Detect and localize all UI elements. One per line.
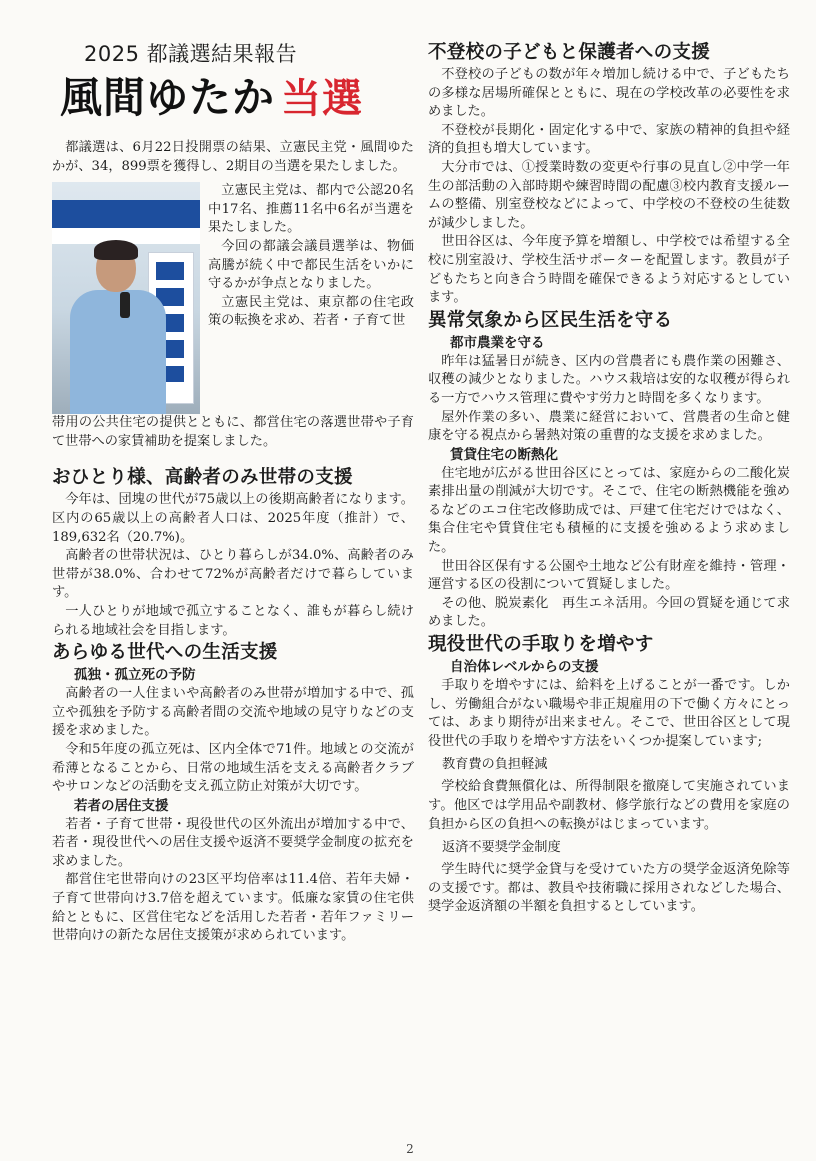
school-paragraph-1: 不登校の子どもの数が年々増加し続ける中で、子どもたちの多様な居場所確保とともに、現在の学校改革の必要性を求めました。 bbox=[428, 67, 790, 120]
school-paragraph-3: 大分市では、①授業時数の変更や行事の見直し②中学一年生の部活動の入部時期や練習時間の配慮③校内教育支援ルームの整備、別室登校などによって、中学校の不登校の生徒数が減少しました。 bbox=[428, 159, 790, 231]
photo-paragraph-3-continued: 帯用の公共住宅の提供とともに、都営住宅の落選世帯や子育て世帯への家賃補助を提案しました。 bbox=[52, 415, 414, 449]
scholarship-paragraph-1: 学生時代に奨学金貸与を受けていた方の奨学金返済免除等の支援です。都は、教員や技術職に採用されなどした場合、奨学金返済額の半額を負担するとしています。 bbox=[428, 862, 790, 915]
elderly-paragraph-1: 今年は、団塊の世代が75歳以上の後期高齢者になります。区内の65歳以上の高齢者人口は、2025年度（推計）で、189,632名（20.7%)。 bbox=[52, 492, 414, 545]
farm-paragraph-2: 屋外作業の多い、農業に経営において、営農者の生命と健康を守る視点から暑熱対策の重曹的な支援を求めました。 bbox=[428, 409, 790, 444]
subheading-insulation: 賃貸住宅の断熱化 bbox=[450, 446, 558, 463]
subheading-scholarship: 返済不要奨学金制度 bbox=[442, 840, 561, 856]
right-column bbox=[428, 40, 790, 917]
youth-paragraph-2: 都営住宅世帯向けの23区平均倍率は11.4倍、若年夫婦・子育て世帯向け3.7倍を超えています。低廉な家賃の住宅供給とともに、区営住宅などを活用した若者・若年ファミリー世帯向けの新たな居住支援策が求められています。 bbox=[52, 872, 414, 944]
photo-side-text bbox=[200, 182, 414, 414]
isolation-paragraph-1: 高齢者の一人住まいや高齢者のみ世帯が増加する中で、孤立や孤独を予防する高齢者間の交流や地域の見守りなどの支援を求めました。 bbox=[52, 686, 414, 739]
subheading-education-cost: 教育費の負担軽減 bbox=[442, 757, 548, 773]
subheading-local-support: 自治体レベルからの支援 bbox=[450, 659, 599, 676]
intro-paragraph: 都議選は、6月22日投開票の結果、立憲民主党・風間ゆたかが、34，899票を獲得し、2期目の当選を果たしました。 bbox=[52, 140, 414, 174]
photo-paragraph-1: 立憲民主党は、都内で公認20名中17名、推薦11名中6名が当選を果たしました。 bbox=[208, 183, 414, 236]
insulation-paragraph-2: 世田谷区保有する公園や土地など公有財産を維持・管理・運営する区の役割について質疑しました。 bbox=[428, 558, 790, 593]
headline-name: 風間ゆたか bbox=[60, 73, 276, 122]
subheading-isolation: 孤独・孤立死の予防 bbox=[74, 667, 196, 684]
insulation-paragraph-3: その他、脱炭素化 再生エネ活用。今回の質疑を通じて求めました。 bbox=[428, 595, 790, 630]
page-number: 2 bbox=[406, 1142, 414, 1156]
youth-paragraph-1: 若者・子育て世帯・現役世代の区外流出が増加する中で、若者・現役世代への居住支援や返済不要奨学金制度の拡充を求めました。 bbox=[52, 816, 414, 869]
education-paragraph-1: 学校給食費無償化は、所得制限を撤廃して実施されています。他区では学用品や副教材、修学旅行などの費用を家庭の負担から区の負担への転換がはじまっています。 bbox=[428, 779, 790, 832]
candidate-photo bbox=[52, 182, 200, 414]
subheading-urban-farming: 都市農業を守る bbox=[450, 334, 545, 351]
section-title-weather: 異常気象から区民生活を守る bbox=[428, 309, 673, 331]
insulation-paragraph-1: 住宅地が広がる世田谷区にとっては、家庭からの二酸化炭素排出量の削減が大切です。そこで、住宅の断熱機能を強めるなどのエコ住宅改修助成では、戸建て住宅だけではなく、集合住宅や賃貸住宅も積極的に支援を強めるよう求めました。 bbox=[428, 465, 790, 556]
section-title-all-generations: あらゆる世代への生活支援 bbox=[52, 642, 278, 664]
section-title-elderly: おひとり様、高齢者のみ世帯の支援 bbox=[52, 467, 353, 489]
subheading-youth-housing: 若者の居住支援 bbox=[74, 797, 169, 814]
photo-paragraph-3: 立憲民主党は、東京都の住宅政策の転換を求め、若者・子育て世 bbox=[208, 294, 414, 329]
section-title-school-refusal: 不登校の子どもと保護者への支援 bbox=[428, 42, 711, 63]
school-paragraph-4: 世田谷区は、今年度予算を増額し、中学校では希望する全校に別室設け、学校生活サポーターを配置します。教員が子どもたちと向き合う時間を確保できるよう対応するとしています。 bbox=[428, 234, 790, 306]
section-title-income: 現役世代の手取りを増やす bbox=[428, 634, 654, 656]
elderly-paragraph-2: 高齢者の世帯状況は、ひとり暮らしが34.0%、高齢者のみ世帯が38.0%、合わせて72%が高齢者だけで暮らしています。 bbox=[52, 548, 414, 601]
elderly-paragraph-3: 一人ひとりが地域で孤立することなく、誰もが暮らし続けられる地域社会を目指します。 bbox=[52, 603, 414, 638]
main-headline bbox=[60, 70, 414, 135]
photo-section bbox=[52, 182, 414, 414]
left-column bbox=[52, 40, 414, 946]
farm-paragraph-1: 昨年は猛暑日が続き、区内の営農者にも農作業の困難さ、収穫の減少となりました。ハウス栽培は安的な収穫が得られる一方でハウス管理に費やす労力と時間を多くなります。 bbox=[428, 353, 790, 406]
photo-paragraph-2: 今回の都議会議員選挙は、物価高騰が続く中で都民生活をいかに守るかが争点となりました。 bbox=[208, 238, 414, 292]
school-paragraph-2: 不登校が長期化・固定化する中で、家族の精神的負担や経済的負担も増大しています。 bbox=[428, 122, 790, 157]
isolation-paragraph-2: 令和5年度の孤立死は、区内全体で71件。地域との交流が希薄となることから、日常の地域生活を支える高齢者クラブやサロンなどの活動を支え孤立防止対策が大切です。 bbox=[52, 741, 414, 795]
headline-elected: 当選 bbox=[281, 76, 364, 122]
report-subtitle: 2025 都議選結果報告 bbox=[84, 42, 298, 66]
local-paragraph-1: 手取りを増やすには、給料を上げることが一番です。しかし、労働組合がない職場や非正規雇用の下で働く方々にとっては、あまり期待が出来ません。そこで、世田谷区として現役世代の手取りを増やす方法をいくつか提案しています; bbox=[428, 678, 790, 749]
